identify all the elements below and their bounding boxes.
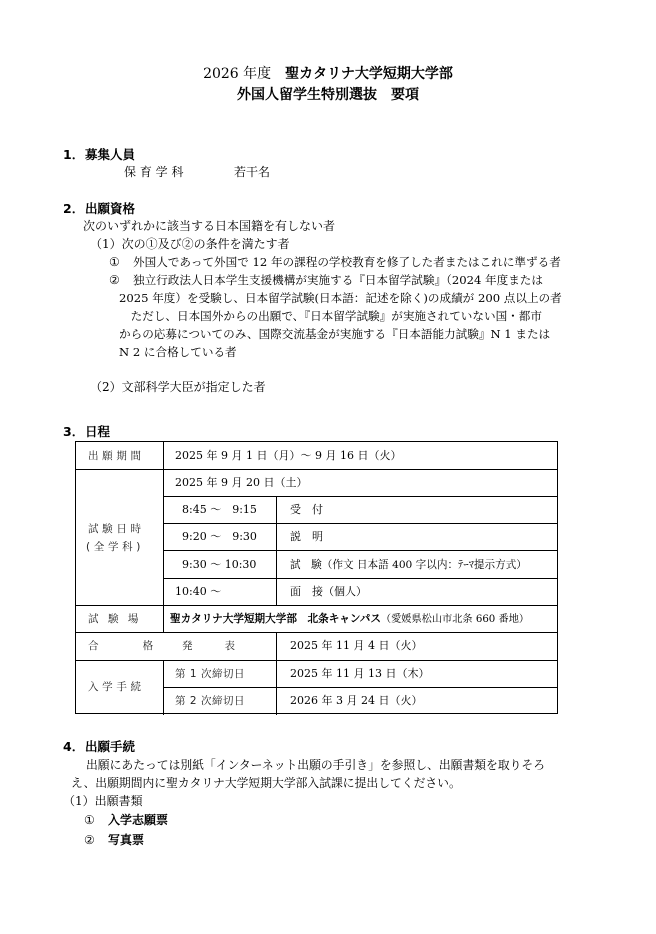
table-rule	[76, 632, 558, 633]
enrollment-label: 入学手続	[88, 681, 145, 693]
eligibility-item-2: （2）文部科学大臣が指定した者	[90, 380, 266, 394]
document-name: 写真票	[108, 833, 145, 847]
table-rule	[163, 550, 558, 551]
department-name: 保 育 学 科	[124, 165, 184, 179]
table-rule	[276, 496, 277, 605]
application-period-label: 出願期間	[88, 450, 145, 462]
section-number: 2．	[63, 201, 85, 216]
document-title-line1	[0, 66, 656, 82]
table-rule	[76, 660, 558, 661]
exam-datetime-label: 試験日時	[88, 523, 145, 535]
schedule-activity: 説 明	[290, 530, 323, 543]
schedule-activity: 試 験（作文 日本語 400 字以内：ﾃｰﾏ提示方式）	[290, 559, 527, 571]
condition-2-line: 独立行政法人日本学生支援機構が実施する『日本留学試験』（2024 年度または	[133, 273, 543, 287]
announcement-label-2: 発 表	[182, 640, 239, 652]
document-marker: ②	[84, 833, 95, 847]
condition-1-marker: ①	[109, 255, 120, 269]
condition-2-marker: ②	[109, 273, 120, 287]
document-marker: ①	[84, 813, 95, 827]
enrollment-deadline-value: 2026 年 3 月 24 日（火）	[290, 694, 423, 707]
table-rule	[76, 605, 558, 606]
enrollment-deadline-label: 第 1 次締切日	[175, 668, 246, 680]
venue-name: 聖カタリナ大学短期大学部 北条キャンパス	[170, 613, 381, 625]
venue-address: （愛媛県松山市北条 660 番地）	[380, 614, 530, 625]
schedule-activity: 受 付	[290, 503, 323, 516]
section-title: 日程	[85, 424, 111, 439]
condition-1-text: 外国人であって外国で 12 年の課程の学校教育を修了した者またはこれに準ずる者	[133, 255, 561, 269]
document-name: 入学志願票	[108, 813, 169, 827]
exam-date: 2025 年 9 月 20 日（土）	[175, 476, 308, 489]
schedule-activity: 面 接（個人）	[290, 585, 367, 598]
table-rule	[163, 660, 164, 715]
document-title-line2: 外国人留学生特別選抜 要項	[237, 87, 419, 103]
application-period-value: 2025 年 9 月 1 日（月）～ 9 月 16 日（火）	[175, 449, 402, 462]
eligibility-item-1: （1）次の①及び②の条件を満たす者	[90, 237, 290, 251]
exam-datetime-sublabel: (全学科)	[86, 541, 145, 553]
capacity-value: 若干名	[234, 165, 271, 179]
table-rule	[276, 632, 277, 715]
announcement-label-1: 合 格	[88, 640, 170, 652]
condition-2-line: 2025 年度）を受験し、日本留学試験(日本語：記述を除く)の成績が 200 点以上の者	[119, 291, 562, 305]
table-rule	[163, 442, 164, 632]
section-1-heading	[63, 147, 135, 163]
section-3-heading	[63, 424, 110, 440]
section-4-heading	[63, 739, 135, 755]
table-rule	[163, 687, 558, 688]
procedure-paragraph-line: え、出願期間内に聖カタリナ大学短期大学部入試課に提出してください。	[71, 776, 461, 790]
enrollment-deadline-value: 2025 年 11 月 13 日（木）	[290, 667, 430, 680]
schedule-table	[75, 441, 558, 714]
condition-2-line: ただし、日本国外からの出願で、『日本留学試験』が実施されていない国・都市	[119, 309, 542, 323]
title-year: 2026 年度	[203, 66, 272, 82]
section-title: 出願手続	[85, 739, 136, 754]
schedule-time: 9:30 ～ 10:30	[182, 558, 257, 571]
documents-sublabel: （1）出願書類	[63, 794, 143, 808]
section-number: 3．	[63, 424, 85, 439]
procedure-paragraph-line: 出願にあたっては別紙「インターネット出願の手引き」を参照し、出願書類を取りそろ	[86, 758, 546, 772]
table-rule	[163, 496, 558, 497]
table-rule	[163, 523, 558, 524]
enrollment-deadline-label: 第 2 次締切日	[175, 695, 246, 707]
announcement-value: 2025 年 11 月 4 日（火）	[290, 639, 423, 652]
section-number: 4．	[63, 739, 85, 754]
section-title: 募集人員	[85, 147, 136, 162]
title-school: 聖カタリナ大学短期大学部	[285, 66, 453, 82]
eligibility-intro: 次のいずれかに該当する日本国籍を有しない者	[83, 219, 336, 233]
venue-label: 試験場	[88, 613, 148, 625]
table-rule	[163, 578, 558, 579]
schedule-time: 10:40 ～	[175, 585, 222, 598]
section-title: 出願資格	[85, 201, 136, 216]
schedule-time: 9:20 ～ 9:30	[182, 530, 257, 543]
section-2-heading	[63, 201, 135, 217]
table-rule	[76, 469, 558, 470]
condition-2-line: からの応募についてのみ、国際交流基金が実施する『日本語能力試験』N 1 または	[119, 327, 551, 341]
venue-value	[170, 612, 529, 627]
section-number: 1．	[63, 147, 85, 162]
schedule-time: 8:45 ～ 9:15	[182, 503, 257, 516]
condition-2-line: N 2 に合格している者	[119, 345, 237, 359]
